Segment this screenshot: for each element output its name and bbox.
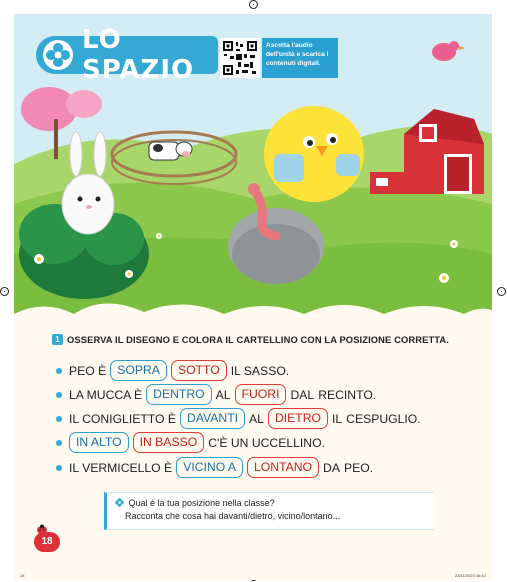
qr-code[interactable] [220, 38, 260, 78]
bullet-icon [56, 465, 62, 471]
bullet-icon [56, 416, 62, 422]
option-in-basso[interactable]: IN BASSO [133, 432, 205, 453]
row-prefix: IL VERMICELLO È [69, 460, 173, 475]
row-suffix: IL SASSO. [230, 363, 290, 378]
option-dentro[interactable]: DENTRO [146, 384, 211, 405]
option-fuori[interactable]: FUORI [235, 384, 287, 405]
row-link-2: DAL [290, 387, 315, 402]
print-footer-left: 18 [20, 573, 25, 578]
option-dietro[interactable]: DIETRO [268, 408, 328, 429]
discussion-question [104, 492, 434, 530]
registration-mark-left [0, 287, 9, 296]
exercise-number: 1 [52, 334, 63, 345]
row-link-2: IL [332, 411, 343, 426]
row-prefix: IL CONIGLIETTO È [69, 411, 177, 426]
page-title: LO SPAZIO [82, 25, 195, 85]
row-link-1: AL [249, 411, 264, 426]
option-sopra[interactable]: SOPRA [110, 360, 167, 381]
question-line-1: Qual è la tua posizione nella classe? [128, 498, 275, 508]
exercise-row-1 [56, 360, 291, 381]
flower-icon [115, 498, 124, 507]
qr-note: Ascolta l'audio dell'unità e scarica i contenuti digitali. [262, 38, 338, 78]
bullet-icon [56, 392, 62, 398]
row-prefix: LA MUCCA È [69, 387, 143, 402]
exercise-row-3 [56, 408, 423, 429]
question-line-2: Racconta che cosa hai davanti/dietro, vicino/lontano... [125, 511, 341, 521]
bullet-icon [56, 440, 62, 446]
option-vicino-a[interactable]: VICINO A [176, 457, 243, 478]
exercise-row-4 [56, 432, 327, 453]
row-suffix: RECINTO. [318, 387, 377, 402]
exercise-row-5 [56, 457, 375, 478]
title-badge [36, 25, 218, 85]
flower-icon [42, 39, 74, 71]
row-link-1: AL [215, 387, 231, 402]
instruction-text: OSSERVA IL DISEGNO E COLORA IL CARTELLINO CON LA POSIZIONE CORRETTA. [67, 334, 449, 345]
page-number: 18 [34, 532, 60, 552]
exercise-row-2 [56, 384, 378, 405]
exercise-instruction [52, 334, 449, 345]
option-davanti[interactable]: DAVANTI [180, 408, 245, 429]
row-suffix: PEO. [343, 460, 374, 475]
registration-mark-right [497, 287, 506, 296]
row-suffix: CESPUGLIO. [346, 411, 421, 426]
ladybug-icon [36, 521, 48, 531]
registration-mark-top [249, 0, 258, 9]
bullet-icon [56, 368, 62, 374]
row-link-2: DA [323, 460, 340, 475]
option-sotto[interactable]: SOTTO [171, 360, 227, 381]
option-lontano[interactable]: LONTANO [247, 457, 319, 478]
row-suffix: C'È UN UCCELLINO. [208, 435, 325, 450]
row-prefix: PEO È [69, 363, 107, 378]
option-in-alto[interactable]: IN ALTO [69, 432, 129, 453]
print-footer-right: 23/11/2023 16:42 [455, 573, 486, 578]
